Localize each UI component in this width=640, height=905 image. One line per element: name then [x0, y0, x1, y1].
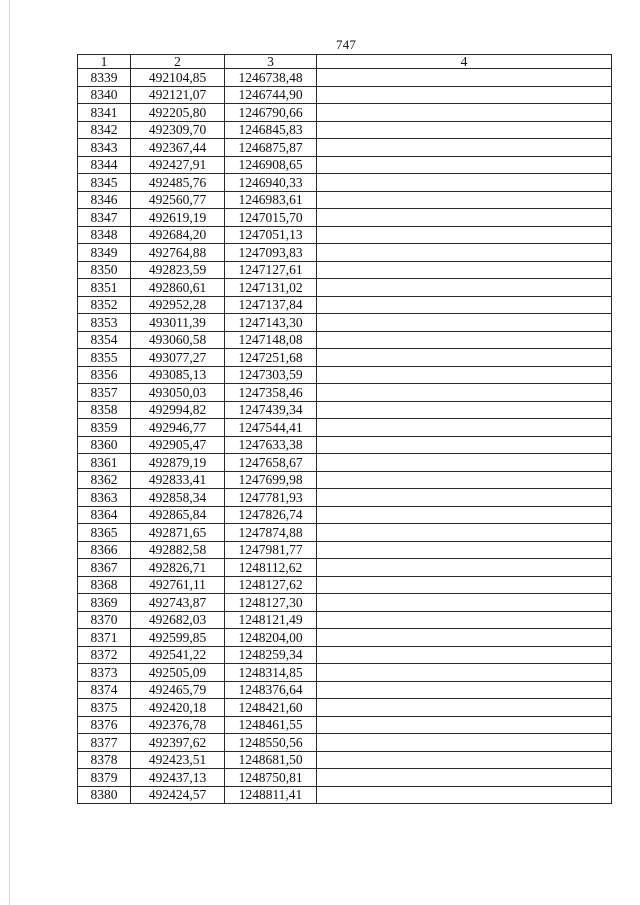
cell-col-3: 1246983,61 [225, 191, 317, 209]
cell-col-4 [317, 209, 612, 227]
table-row [78, 121, 612, 139]
cell-col-1: 8356 [78, 366, 131, 384]
cell-col-4 [317, 191, 612, 209]
cell-col-3: 1246738,48 [225, 69, 317, 87]
cell-col-1: 8361 [78, 454, 131, 472]
cell-col-1: 8350 [78, 261, 131, 279]
cell-col-1: 8343 [78, 139, 131, 157]
table-row [78, 296, 612, 314]
table-row [78, 646, 612, 664]
cell-col-2: 492619,19 [131, 209, 225, 227]
cell-col-3: 1246845,83 [225, 121, 317, 139]
cell-col-4 [317, 734, 612, 752]
cell-col-3: 1247127,61 [225, 261, 317, 279]
cell-col-4 [317, 174, 612, 192]
cell-col-3: 1247303,59 [225, 366, 317, 384]
cell-col-2: 492205,80 [131, 104, 225, 122]
table-row [78, 401, 612, 419]
cell-col-2: 492882,58 [131, 541, 225, 559]
cell-col-3: 1247544,41 [225, 419, 317, 437]
cell-col-2: 493050,03 [131, 384, 225, 402]
cell-col-3: 1248127,62 [225, 576, 317, 594]
cell-col-4 [317, 296, 612, 314]
cell-col-2: 492858,34 [131, 489, 225, 507]
table-row [78, 261, 612, 279]
table-row [78, 699, 612, 717]
cell-col-3: 1248811,41 [225, 786, 317, 804]
cell-col-3: 1247143,30 [225, 314, 317, 332]
table-row [78, 786, 612, 804]
cell-col-2: 492437,13 [131, 769, 225, 787]
cell-col-4 [317, 121, 612, 139]
cell-col-1: 8378 [78, 751, 131, 769]
cell-col-3: 1247251,68 [225, 349, 317, 367]
cell-col-2: 492423,51 [131, 751, 225, 769]
cell-col-2: 492541,22 [131, 646, 225, 664]
cell-col-2: 493011,39 [131, 314, 225, 332]
cell-col-3: 1248121,49 [225, 611, 317, 629]
cell-col-1: 8377 [78, 734, 131, 752]
table-row [78, 541, 612, 559]
table-row [78, 594, 612, 612]
table-row [78, 279, 612, 297]
cell-col-4 [317, 506, 612, 524]
cell-col-1: 8344 [78, 156, 131, 174]
cell-col-3: 1247358,46 [225, 384, 317, 402]
cell-col-1: 8370 [78, 611, 131, 629]
cell-col-2: 492764,88 [131, 244, 225, 262]
cell-col-3: 1247148,08 [225, 331, 317, 349]
cell-col-2: 492376,78 [131, 716, 225, 734]
cell-col-3: 1248204,00 [225, 629, 317, 647]
table-row [78, 559, 612, 577]
cell-col-1: 8355 [78, 349, 131, 367]
cell-col-2: 492871,65 [131, 524, 225, 542]
table-row [78, 419, 612, 437]
cell-col-3: 1247781,93 [225, 489, 317, 507]
cell-col-1: 8351 [78, 279, 131, 297]
cell-col-1: 8359 [78, 419, 131, 437]
cell-col-1: 8347 [78, 209, 131, 227]
cell-col-4 [317, 401, 612, 419]
table-row [78, 664, 612, 682]
cell-col-4 [317, 366, 612, 384]
cell-col-3: 1247439,34 [225, 401, 317, 419]
cell-col-4 [317, 559, 612, 577]
cell-col-4 [317, 454, 612, 472]
table-row [78, 226, 612, 244]
cell-col-4 [317, 769, 612, 787]
cell-col-1: 8353 [78, 314, 131, 332]
cell-col-3: 1247874,88 [225, 524, 317, 542]
cell-col-4 [317, 629, 612, 647]
table-row [78, 611, 612, 629]
table-body [78, 69, 612, 804]
table-row [78, 769, 612, 787]
cell-col-2: 492826,71 [131, 559, 225, 577]
cell-col-1: 8345 [78, 174, 131, 192]
table-row [78, 576, 612, 594]
table-row [78, 244, 612, 262]
cell-col-3: 1247658,67 [225, 454, 317, 472]
cell-col-1: 8346 [78, 191, 131, 209]
cell-col-3: 1247826,74 [225, 506, 317, 524]
cell-col-2: 492560,77 [131, 191, 225, 209]
cell-col-4 [317, 576, 612, 594]
cell-col-1: 8348 [78, 226, 131, 244]
cell-col-2: 492367,44 [131, 139, 225, 157]
cell-col-1: 8364 [78, 506, 131, 524]
cell-col-2: 492952,28 [131, 296, 225, 314]
cell-col-4 [317, 156, 612, 174]
cell-col-2: 492761,11 [131, 576, 225, 594]
cell-col-3: 1248461,55 [225, 716, 317, 734]
cell-col-3: 1247981,77 [225, 541, 317, 559]
cell-col-2: 492104,85 [131, 69, 225, 87]
column-header-3: 3 [225, 55, 317, 69]
table-row [78, 716, 612, 734]
cell-col-4 [317, 681, 612, 699]
cell-col-2: 492427,91 [131, 156, 225, 174]
cell-col-1: 8369 [78, 594, 131, 612]
cell-col-1: 8340 [78, 86, 131, 104]
cell-col-3: 1248681,50 [225, 751, 317, 769]
cell-col-2: 492485,76 [131, 174, 225, 192]
cell-col-3: 1247015,70 [225, 209, 317, 227]
table-row [78, 104, 612, 122]
cell-col-4 [317, 226, 612, 244]
cell-col-3: 1247137,84 [225, 296, 317, 314]
cell-col-2: 492946,77 [131, 419, 225, 437]
header-row [78, 55, 612, 69]
cell-col-4 [317, 86, 612, 104]
table-row [78, 384, 612, 402]
cell-col-4 [317, 349, 612, 367]
cell-col-3: 1247051,13 [225, 226, 317, 244]
cell-col-1: 8365 [78, 524, 131, 542]
table-row [78, 331, 612, 349]
cell-col-1: 8363 [78, 489, 131, 507]
cell-col-2: 493085,13 [131, 366, 225, 384]
cell-col-2: 492823,59 [131, 261, 225, 279]
cell-col-1: 8360 [78, 436, 131, 454]
cell-col-1: 8354 [78, 331, 131, 349]
cell-col-2: 492505,09 [131, 664, 225, 682]
column-header-4: 4 [317, 55, 612, 69]
cell-col-1: 8366 [78, 541, 131, 559]
cell-col-4 [317, 664, 612, 682]
cell-col-2: 492865,84 [131, 506, 225, 524]
cell-col-3: 1248421,60 [225, 699, 317, 717]
column-header-2: 2 [131, 55, 225, 69]
table-row [78, 454, 612, 472]
cell-col-4 [317, 104, 612, 122]
cell-col-4 [317, 314, 612, 332]
cell-col-2: 492682,03 [131, 611, 225, 629]
table-row [78, 751, 612, 769]
cell-col-3: 1247633,38 [225, 436, 317, 454]
cell-col-4 [317, 489, 612, 507]
cell-col-3: 1247093,83 [225, 244, 317, 262]
cell-col-4 [317, 139, 612, 157]
cell-col-1: 8339 [78, 69, 131, 87]
cell-col-1: 8376 [78, 716, 131, 734]
table-row [78, 139, 612, 157]
cell-col-2: 492424,57 [131, 786, 225, 804]
cell-col-4 [317, 244, 612, 262]
cell-col-3: 1247131,02 [225, 279, 317, 297]
cell-col-4 [317, 524, 612, 542]
cell-col-3: 1246744,90 [225, 86, 317, 104]
cell-col-4 [317, 69, 612, 87]
table-row [78, 681, 612, 699]
cell-col-4 [317, 331, 612, 349]
cell-col-1: 8368 [78, 576, 131, 594]
cell-col-4 [317, 436, 612, 454]
cell-col-1: 8358 [78, 401, 131, 419]
cell-col-1: 8371 [78, 629, 131, 647]
cell-col-3: 1247699,98 [225, 471, 317, 489]
cell-col-4 [317, 786, 612, 804]
cell-col-3: 1246940,33 [225, 174, 317, 192]
page-number: 747 [336, 37, 357, 52]
cell-col-1: 8357 [78, 384, 131, 402]
cell-col-4 [317, 541, 612, 559]
cell-col-4 [317, 279, 612, 297]
cell-col-4 [317, 594, 612, 612]
cell-col-1: 8375 [78, 699, 131, 717]
cell-col-2: 492833,41 [131, 471, 225, 489]
cell-col-4 [317, 261, 612, 279]
cell-col-2: 492905,47 [131, 436, 225, 454]
cell-col-4 [317, 699, 612, 717]
table-row [78, 349, 612, 367]
cell-col-3: 1248314,85 [225, 664, 317, 682]
cell-col-1: 8352 [78, 296, 131, 314]
cell-col-3: 1246908,65 [225, 156, 317, 174]
cell-col-1: 8349 [78, 244, 131, 262]
cell-col-2: 492309,70 [131, 121, 225, 139]
table-row [78, 209, 612, 227]
table-row [78, 366, 612, 384]
cell-col-2: 492420,18 [131, 699, 225, 717]
cell-col-2: 492860,61 [131, 279, 225, 297]
cell-col-3: 1246875,87 [225, 139, 317, 157]
cell-col-4 [317, 471, 612, 489]
page-margin-line [9, 0, 10, 905]
cell-col-2: 492743,87 [131, 594, 225, 612]
cell-col-2: 492121,07 [131, 86, 225, 104]
cell-col-4 [317, 751, 612, 769]
table-row [78, 174, 612, 192]
cell-col-2: 493077,27 [131, 349, 225, 367]
cell-col-3: 1248376,64 [225, 681, 317, 699]
table-row [78, 489, 612, 507]
cell-col-1: 8342 [78, 121, 131, 139]
cell-col-2: 493060,58 [131, 331, 225, 349]
cell-col-1: 8367 [78, 559, 131, 577]
cell-col-4 [317, 716, 612, 734]
cell-col-2: 492879,19 [131, 454, 225, 472]
table-row [78, 524, 612, 542]
table-row [78, 69, 612, 87]
table-row [78, 629, 612, 647]
table-row [78, 156, 612, 174]
cell-col-4 [317, 646, 612, 664]
table-row [78, 191, 612, 209]
table-row [78, 436, 612, 454]
cell-col-1: 8374 [78, 681, 131, 699]
cell-col-3: 1248750,81 [225, 769, 317, 787]
cell-col-1: 8341 [78, 104, 131, 122]
cell-col-2: 492397,62 [131, 734, 225, 752]
column-header-1: 1 [78, 55, 131, 69]
cell-col-4 [317, 611, 612, 629]
cell-col-3: 1248112,62 [225, 559, 317, 577]
table-row [78, 506, 612, 524]
cell-col-1: 8379 [78, 769, 131, 787]
cell-col-3: 1248127,30 [225, 594, 317, 612]
cell-col-1: 8373 [78, 664, 131, 682]
table-row [78, 471, 612, 489]
cell-col-3: 1248550,56 [225, 734, 317, 752]
table-row [78, 734, 612, 752]
cell-col-2: 492599,85 [131, 629, 225, 647]
cell-col-4 [317, 384, 612, 402]
cell-col-2: 492994,82 [131, 401, 225, 419]
cell-col-3: 1246790,66 [225, 104, 317, 122]
table-row [78, 86, 612, 104]
table-row [78, 314, 612, 332]
cell-col-3: 1248259,34 [225, 646, 317, 664]
cell-col-2: 492684,20 [131, 226, 225, 244]
cell-col-1: 8380 [78, 786, 131, 804]
cell-col-1: 8372 [78, 646, 131, 664]
coordinates-table [77, 54, 612, 804]
cell-col-1: 8362 [78, 471, 131, 489]
cell-col-4 [317, 419, 612, 437]
cell-col-2: 492465,79 [131, 681, 225, 699]
